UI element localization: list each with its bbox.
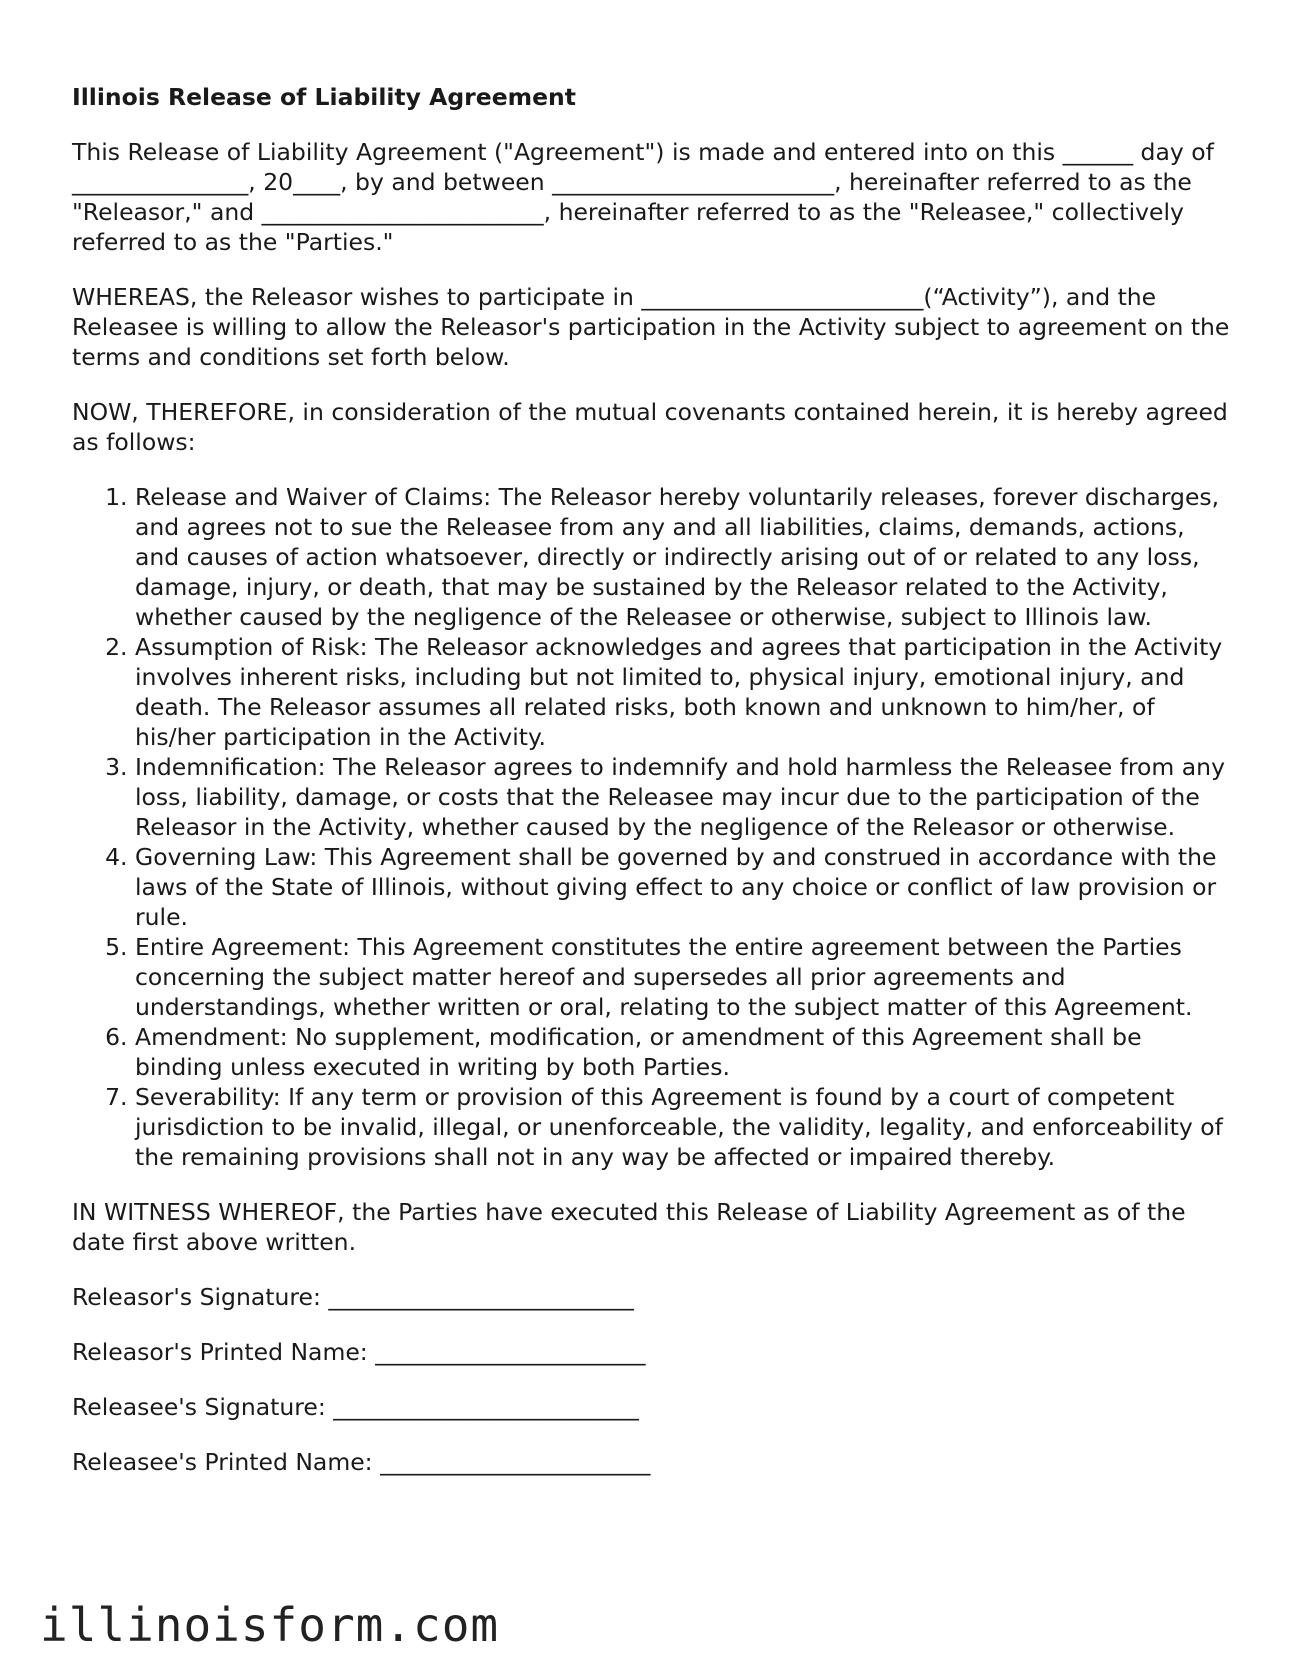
- term-release-waiver: 1. Release and Waiver of Claims: The Releasor hereby voluntarily releases, forever discharges, and agrees not to sue the Releasee from any and all liabilities, claims, demands, actions, and causes of action whatsoever, directly or indirectly arising out of or related to any loss, damage, injury, or death, that may be sustained by the Releasor related to the Activity, whether caused by the negligence of the Releasee or otherwise, subject to Illinois law.: [135, 482, 1232, 632]
- term-indemnification: 3. Indemnification: The Releasor agrees to indemnify and hold harmless the Releasee from any loss, liability, damage, or costs that the Releasee may incur due to the participation of the Releasor in the Activity, whether caused by the negligence of the Releasor or otherwise.: [135, 752, 1232, 842]
- terms-list: [72, 482, 1232, 1172]
- releasee-printed-name-line: Releasee's Printed Name: _______________________: [72, 1448, 651, 1476]
- now-therefore-paragraph: NOW, THEREFORE, in consideration of the mutual covenants contained herein, it is hereby agreed as follows:: [72, 398, 1228, 456]
- term-assumption-of-risk: 2. Assumption of Risk: The Releasor acknowledges and agrees that participation in the Activity involves inherent risks, including but not limited to, physical injury, emotional injury, and death. The Releasor assumes all related risks, both known and unknown to him/her, of his/her participation in the Activity.: [135, 632, 1232, 752]
- term-severability: 7. Severability: If any term or provision of this Agreement is found by a court of competent jurisdiction to be invalid, illegal, or unenforceable, the validity, legality, and enforceability of the remaining provisions shall not in any way be affected or impaired thereby.: [135, 1082, 1232, 1172]
- witness-paragraph: IN WITNESS WHEREOF, the Parties have executed this Release of Liability Agreement as of the date first above written.: [72, 1198, 1186, 1256]
- site-watermark: illinoisform.com: [40, 1598, 500, 1652]
- releasor-signature-line: Releasor's Signature: __________________________: [72, 1283, 634, 1311]
- document-title: Illinois Release of Liability Agreement: [72, 83, 577, 111]
- document-page: [72, 82, 1232, 1502]
- term-governing-law: 4. Governing Law: This Agreement shall be governed by and construed in accordance with the laws of the State of Illinois, without giving effect to any choice or conflict of law provision or rule.: [135, 842, 1232, 932]
- term-amendment: 6. Amendment: No supplement, modification, or amendment of this Agreement shall be binding unless executed in writing by both Parties.: [135, 1022, 1232, 1082]
- releasor-printed-name-line: Releasor's Printed Name: _______________________: [72, 1338, 646, 1366]
- releasee-signature-line: Releasee's Signature: __________________________: [72, 1393, 639, 1421]
- whereas-paragraph: WHEREAS, the Releasor wishes to participate in ________________________(“Activity”), and the Releasee is willing to allow the Releasor's participation in the Activity subject to agreement on the terms and conditions set forth below.: [72, 283, 1230, 371]
- intro-paragraph: This Release of Liability Agreement ("Agreement") is made and entered into on this ______ day of _______________, 20____, by and between ________________________, hereinafter referred to as the "Releasor," and ________________________, hereinafter referred to as the "Releasee," collectively referred to as the "Parties.": [72, 138, 1214, 256]
- term-entire-agreement: 5. Entire Agreement: This Agreement constitutes the entire agreement between the Parties concerning the subject matter hereof and supersedes all prior agreements and understandings, whether written or oral, relating to the subject matter of this Agreement.: [135, 932, 1232, 1022]
